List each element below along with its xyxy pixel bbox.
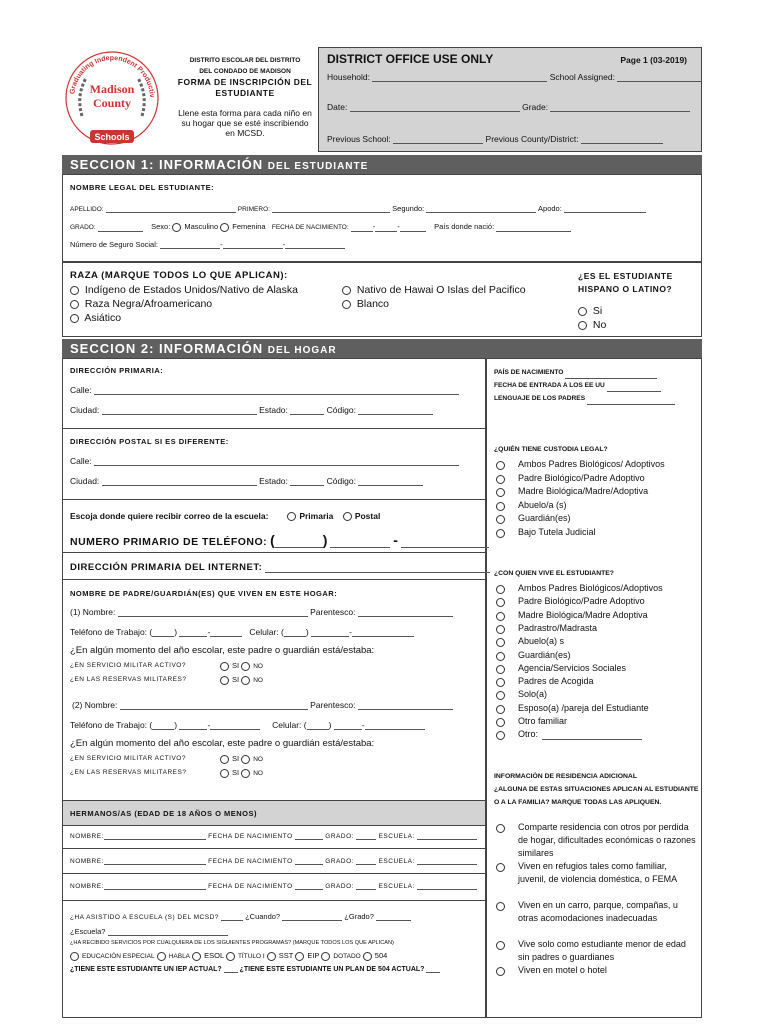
logo-banner: Schools bbox=[94, 132, 130, 142]
masculino-label: Masculino bbox=[184, 222, 219, 231]
raza-option-3: Asiático bbox=[84, 312, 122, 324]
residencia-option-1-radio[interactable] bbox=[496, 824, 505, 833]
primero-label: PRIMERO: bbox=[237, 206, 270, 213]
padre1-reservas-label: ¿EN LAS RESERVAS MILITARES? bbox=[70, 676, 187, 683]
custodia-option-4-radio[interactable] bbox=[496, 502, 505, 511]
padre1-activo-no[interactable] bbox=[241, 662, 250, 671]
residencia-option-4-label: Vive solo como estudiante menor de edad sin padres o guardianes bbox=[518, 939, 686, 962]
hermano2-grado-label: GRADO: bbox=[325, 858, 354, 865]
padre2-reservas-no-label: NO bbox=[253, 770, 263, 777]
ssn-part3-field[interactable] bbox=[285, 248, 345, 249]
postal-label: Postal bbox=[354, 511, 381, 521]
padre1-trabajo-prefix[interactable] bbox=[179, 636, 207, 637]
postal-calle-label: Calle: bbox=[70, 456, 92, 466]
custodia-option-4[interactable] bbox=[496, 499, 696, 511]
apodo-field[interactable] bbox=[564, 212, 646, 213]
iep-question: ¿TIENE ESTE ESTUDIANTE UN IEP ACTUAL? bbox=[70, 966, 222, 973]
vive-otro-field[interactable] bbox=[542, 739, 642, 740]
vive-option-1-radio[interactable] bbox=[496, 585, 505, 594]
custodia-option-5-label: Guardián(es) bbox=[518, 513, 571, 524]
hermano2-fecha-field[interactable] bbox=[295, 864, 323, 865]
padre2-activo-no-label: NO bbox=[253, 756, 263, 763]
raza-option-5: Blanco bbox=[356, 298, 390, 310]
padre1-celular-prefix[interactable] bbox=[311, 636, 349, 637]
correo-label: Escoja donde quiere recibir correo de la escuela: bbox=[70, 511, 269, 521]
custodia-option-3-label: Madre Biológica/Madre/Adoptiva bbox=[518, 486, 649, 497]
lenguaje-field[interactable] bbox=[587, 404, 675, 405]
residencia-option-2[interactable] bbox=[496, 860, 696, 886]
prog-esol-radio[interactable] bbox=[192, 952, 201, 961]
calle-field[interactable] bbox=[94, 394, 459, 395]
vive-option-8[interactable] bbox=[496, 675, 696, 687]
padre2-reservas-label: ¿EN LAS RESERVAS MILITARES? bbox=[70, 769, 187, 776]
raza-option-2-radio[interactable] bbox=[70, 300, 79, 309]
hermano2-fecha-label: FECHA DE NACIMIENTO bbox=[208, 858, 293, 865]
custodia-option-3[interactable] bbox=[496, 485, 696, 497]
vive-option-6[interactable] bbox=[496, 649, 696, 661]
hermano2-escuela-label: ESCUELA: bbox=[378, 858, 415, 865]
hermanos-label: HERMANOS/AS (EDAD DE 18 AÑOS O MENOS) bbox=[70, 809, 257, 818]
hispano-si-label: Si bbox=[592, 305, 603, 317]
padre1-nombre-label: (1) Nombre: bbox=[70, 607, 116, 617]
primero-field[interactable] bbox=[272, 212, 390, 213]
padre2-celular-number[interactable] bbox=[365, 729, 425, 730]
custodia-option-2-label: Padre Biológico/Padre Adoptivo bbox=[518, 472, 645, 483]
ssn-part1-field[interactable] bbox=[160, 248, 220, 249]
padre1-trabajo-number[interactable] bbox=[210, 636, 242, 637]
residencia-option-1[interactable] bbox=[496, 821, 696, 860]
custodia-option-6[interactable] bbox=[496, 526, 696, 538]
residencia-question: ¿ALGUNA DE ESTAS SITUACIONES APLICAN AL ESTUDIANTE O A LA FAMILIA? MARQUE TODAS LAS APLIQUEN. bbox=[494, 786, 699, 806]
padre2-reservas-si[interactable] bbox=[220, 769, 229, 778]
prog-educacion-label: EDUCACIÓN ESPECIAL bbox=[82, 953, 155, 960]
household-label: Household: bbox=[327, 72, 371, 82]
hermano1-grado-label: GRADO: bbox=[325, 833, 354, 840]
prog-titulo-label: TÍTULO I bbox=[237, 953, 265, 960]
section-1-title-small: DEL ESTUDIANTE bbox=[267, 161, 369, 172]
raza-title: RAZA (MARQUE TODOS LO QUE APLICAN): bbox=[70, 270, 288, 281]
padre2-parentesco-label: Parentesco: bbox=[310, 700, 356, 710]
prog-titulo-radio[interactable] bbox=[226, 952, 235, 961]
primaria-label: Primaria bbox=[299, 511, 334, 521]
plan504-field[interactable] bbox=[426, 972, 440, 973]
vive-option-9-radio[interactable] bbox=[496, 691, 505, 700]
telefono-prefix-field[interactable] bbox=[330, 547, 390, 548]
ssn-label: Número de Seguro Social: bbox=[70, 240, 158, 249]
hispano-si-radio[interactable] bbox=[578, 307, 587, 316]
postal-estado-field[interactable] bbox=[290, 485, 324, 486]
date-label: Date: bbox=[327, 102, 348, 112]
hispano-no-label: No bbox=[592, 319, 607, 331]
padre1-activo-si-label: SI bbox=[232, 661, 240, 670]
vive-option-2-radio[interactable] bbox=[496, 598, 505, 607]
prog-educacion-radio[interactable] bbox=[70, 952, 79, 961]
hermano1-fecha-field[interactable] bbox=[295, 839, 323, 840]
custodia-option-5[interactable] bbox=[496, 512, 696, 524]
custodia-option-5-radio[interactable] bbox=[496, 515, 505, 524]
logo-arc-text: Graduating Independent Productiv bbox=[69, 54, 156, 98]
vive-option-4-label: Padrastro/Madrasta bbox=[518, 622, 598, 633]
iep-field[interactable] bbox=[224, 972, 238, 973]
segundo-field[interactable] bbox=[426, 212, 536, 213]
padre2-trabajo-prefix[interactable] bbox=[179, 729, 207, 730]
previous-county-label: Previous County/District: bbox=[485, 134, 579, 144]
household-field[interactable] bbox=[372, 81, 547, 82]
servicios-label: ¿HA RECIBIDO SERVICIOS POR CUALQUIERA DE LOS SIGUIENTES PROGRAMAS? (MARQUE TODOS LOS QUE APLICAN) bbox=[70, 940, 394, 946]
prog-habla-radio[interactable] bbox=[157, 952, 166, 961]
postal-calle-field[interactable] bbox=[94, 465, 459, 466]
custodia-option-6-label: Bajo Tutela Judicial bbox=[518, 527, 596, 537]
sexo-label: Sexo: bbox=[151, 222, 171, 231]
custodia-question: ¿QUIÉN TIENE CUSTODIA LEGAL? bbox=[494, 446, 608, 453]
dob-month-field[interactable] bbox=[351, 231, 373, 232]
hispano-question-2: HISPANO O LATINO? bbox=[578, 284, 673, 294]
hispano-no-radio[interactable] bbox=[578, 321, 587, 330]
vive-option-6-label: Guardián(es) bbox=[518, 649, 571, 660]
previous-school-field[interactable] bbox=[393, 143, 483, 144]
padre1-reservas-si-label: SI bbox=[232, 675, 240, 684]
pais-nacio-field[interactable] bbox=[496, 231, 571, 232]
cuando-field[interactable] bbox=[282, 920, 342, 921]
legal-name-label: NOMBRE LEGAL DEL ESTUDIANTE: bbox=[70, 183, 215, 192]
apellido-label: APELLIDO: bbox=[70, 206, 104, 213]
raza-option-1: Indígeno de Estados Unidos/Nativo de Alaska bbox=[84, 284, 298, 296]
school-assigned-label: School Assigned: bbox=[549, 72, 615, 82]
ciudad-label: Ciudad: bbox=[70, 405, 100, 415]
vive-option-5[interactable] bbox=[496, 635, 696, 647]
femenina-radio[interactable] bbox=[220, 223, 229, 232]
padre1-militar-question: ¿En algún momento del año escolar, este padre o guardián está/estaba: bbox=[70, 645, 375, 656]
vive-option-11-radio[interactable] bbox=[496, 718, 505, 727]
padre2-trabajo-area[interactable] bbox=[152, 729, 174, 730]
apodo-label: Apodo: bbox=[538, 204, 562, 213]
padre2-activo-no[interactable] bbox=[241, 755, 250, 764]
codigo-label: Código: bbox=[326, 405, 356, 415]
district-line-1: DISTRITO ESCOLAR DEL DISTRITO bbox=[189, 57, 301, 64]
school-assigned-field[interactable] bbox=[617, 81, 702, 82]
residencia-option-5-label: Viven en motel o hotel bbox=[518, 965, 607, 975]
programas-row bbox=[70, 951, 387, 961]
postal-radio[interactable] bbox=[343, 512, 352, 521]
residencia-option-2-radio[interactable] bbox=[496, 863, 505, 872]
ssn-part2-field[interactable] bbox=[223, 248, 283, 249]
padre2-activo-si[interactable] bbox=[220, 755, 229, 764]
section-2-header bbox=[62, 339, 702, 358]
pais-nacio-label: País donde nació: bbox=[434, 222, 495, 231]
hermano3-grado-field[interactable] bbox=[356, 889, 376, 890]
grade-field[interactable] bbox=[550, 111, 690, 112]
padre1-activo-no-label: NO bbox=[253, 663, 263, 670]
hispano-question-1: ¿ES EL ESTUDIANTE bbox=[578, 271, 673, 281]
grado-label: GRADO: bbox=[70, 224, 96, 231]
masculino-radio[interactable] bbox=[172, 223, 181, 232]
residencia-option-2-label: Viven en refugios tales como familiar, juvenil, de violencia doméstica, o FEMA bbox=[518, 861, 678, 884]
residencia-option-1-label: Comparte residencia con otros por perdida de hogar, dificultades económicas o razones similares bbox=[518, 822, 696, 858]
prog-sst-label: SST bbox=[278, 951, 294, 960]
plan504-question: ¿TIENE ESTE ESTUDIANTE UN PLAN DE 504 ACTUAL? bbox=[239, 966, 425, 973]
vive-option-5-radio[interactable] bbox=[496, 638, 505, 647]
apellido-field[interactable] bbox=[106, 212, 236, 213]
form-title-1: FORMA DE INSCRIPCIÓN DEL bbox=[177, 77, 313, 87]
postal-codigo-field[interactable] bbox=[358, 485, 423, 486]
padre2-activo-si-label: SI bbox=[232, 754, 240, 763]
prog-sst-radio[interactable] bbox=[267, 952, 276, 961]
postal-ciudad-label: Ciudad: bbox=[70, 476, 100, 486]
padre1-activo-label: ¿EN SERVICIO MILITAR ACTIVO? bbox=[70, 662, 186, 669]
grado-q-label: ¿Grado? bbox=[344, 912, 374, 921]
hermano3-escuela-label: ESCUELA: bbox=[378, 883, 415, 890]
hermano-row-2 bbox=[70, 858, 477, 865]
dob-year-field[interactable] bbox=[400, 231, 426, 232]
ciudad-field[interactable] bbox=[102, 414, 257, 415]
hermano1-grado-field[interactable] bbox=[356, 839, 376, 840]
padre1-nombre-field[interactable] bbox=[118, 616, 308, 617]
padre2-celular-area[interactable] bbox=[307, 729, 329, 730]
postal-estado-label: Estado: bbox=[259, 476, 288, 486]
postal-ciudad-field[interactable] bbox=[102, 485, 257, 486]
raza-option-5-radio[interactable] bbox=[342, 300, 351, 309]
direccion-primaria-label: DIRECCIÓN PRIMARIA: bbox=[70, 366, 164, 375]
residencia-option-5-radio[interactable] bbox=[496, 967, 505, 976]
asistido-field[interactable] bbox=[221, 920, 243, 921]
residencia-option-3-label: Viven en un carro, parque, compañas, u otras acomodaciones inadecuadas bbox=[518, 900, 678, 923]
hermano2-grado-field[interactable] bbox=[356, 864, 376, 865]
hermano3-escuela-field[interactable] bbox=[417, 889, 477, 890]
vive-option-9[interactable] bbox=[496, 688, 696, 700]
padre2-reservas-si-label: SI bbox=[232, 768, 240, 777]
vive-option-12-radio[interactable] bbox=[496, 731, 505, 740]
district-line-2: DEL CONDADO DE MADISON bbox=[199, 68, 291, 75]
hermano1-escuela-field[interactable] bbox=[417, 839, 477, 840]
hermano3-fecha-label: FECHA DE NACIMIENTO bbox=[208, 883, 293, 890]
form-instructions: Llene esta forma para cada niño en su hogar que se esté inscribiendo en MCSD. bbox=[178, 108, 312, 138]
vive-option-11[interactable] bbox=[496, 715, 696, 727]
vive-option-7[interactable] bbox=[496, 662, 696, 674]
vive-option-7-label: Agencia/Servicios Sociales bbox=[518, 662, 627, 673]
telefono-label: NUMERO PRIMARIO DE TELÉFONO: bbox=[70, 536, 268, 548]
hermano-row-1 bbox=[70, 833, 477, 840]
calle-label: Calle: bbox=[70, 385, 92, 395]
hermano2-escuela-field[interactable] bbox=[417, 864, 477, 865]
residencia-title: INFORMACIÓN DE RESIDENCIA ADICIONAL bbox=[494, 773, 637, 780]
raza-option-4-radio[interactable] bbox=[342, 286, 351, 295]
residencia-option-3[interactable] bbox=[496, 899, 696, 925]
padre2-nombre-field[interactable] bbox=[120, 709, 308, 710]
vive-option-5-label: Abuelo(a) s bbox=[518, 636, 565, 647]
office-title: DISTRICT OFFICE USE ONLY bbox=[327, 52, 494, 66]
lenguaje-label: LENGUAJE DE LOS PADRES bbox=[494, 395, 586, 402]
vive-option-2-label: Padre Biológico/Padre Adoptivo bbox=[518, 596, 645, 607]
escuela-q-label: ¿Escuela? bbox=[70, 927, 106, 936]
hermano1-nombre-label: NOMBRE: bbox=[70, 833, 104, 840]
internet-field[interactable] bbox=[265, 572, 490, 573]
office-use-box bbox=[318, 47, 702, 152]
padre1-parentesco-label: Parentesco: bbox=[310, 607, 356, 617]
postal-codigo-label: Código: bbox=[326, 476, 356, 486]
asistido-label: ¿HA ASISTIDO A ESCUELA (S) DEL MCSD? bbox=[70, 914, 219, 921]
prog-504-label: 504 bbox=[374, 951, 388, 960]
custodia-option-6-radio[interactable] bbox=[496, 529, 505, 538]
fecha-nac-label: FECHA DE NACIMIENTO: bbox=[271, 224, 349, 231]
padre2-activo-label: ¿EN SERVICIO MILITAR ACTIVO? bbox=[70, 755, 186, 762]
custodia-option-3-radio[interactable] bbox=[496, 488, 505, 497]
padre2-celular-label: Celular: bbox=[272, 720, 302, 730]
hermano3-grado-label: GRADO: bbox=[325, 883, 354, 890]
custodia-option-1[interactable] bbox=[496, 458, 696, 470]
logo-name-2: County bbox=[92, 96, 132, 110]
pais-nac-label: PAÍS DE NACIMIENTO bbox=[494, 369, 564, 376]
section-2-title-small: DEL HOGAR bbox=[267, 345, 337, 356]
vive-option-7-radio[interactable] bbox=[496, 665, 505, 674]
estado-field[interactable] bbox=[290, 414, 324, 415]
residencia-option-4-radio[interactable] bbox=[496, 941, 505, 950]
padre1-celular-label: Celular: bbox=[249, 627, 279, 637]
codigo-field[interactable] bbox=[358, 414, 433, 415]
padre1-reservas-no-label: NO bbox=[253, 677, 263, 684]
padre1-reservas-no[interactable] bbox=[241, 676, 250, 685]
vive-option-3-radio[interactable] bbox=[496, 612, 505, 621]
section-1-header bbox=[62, 155, 702, 174]
residencia-option-3-radio[interactable] bbox=[496, 902, 505, 911]
prog-504-radio[interactable] bbox=[363, 952, 372, 961]
vive-option-3-label: Madre Biológica/Madre Adoptiva bbox=[518, 609, 648, 620]
padre2-trabajo-label: Teléfono de Trabajo: bbox=[70, 720, 148, 730]
dob-day-field[interactable] bbox=[375, 231, 397, 232]
prog-habla-label: HABLA bbox=[168, 953, 191, 960]
vive-question: ¿CON QUIEN VIVE EL ESTUDIANTE? bbox=[494, 570, 614, 577]
padre2-militar-question: ¿En algún momento del año escolar, este padre o guardián está/estaba: bbox=[70, 738, 375, 749]
logo-name-1: Madison bbox=[89, 82, 135, 96]
padre1-activo-si[interactable] bbox=[220, 662, 229, 671]
form-title-2: ESTUDIANTE bbox=[215, 88, 275, 98]
padres-label: NOMBRE DE PADRE/GUARDIÁN(ES) QUE VIVEN EN ESTE HOGAR: bbox=[70, 589, 338, 598]
padre1-reservas-si[interactable] bbox=[220, 676, 229, 685]
vive-option-10[interactable] bbox=[496, 702, 696, 714]
vive-option-12-label: Otro: bbox=[518, 729, 539, 740]
vive-option-2[interactable] bbox=[496, 595, 696, 607]
padre1-celular-area[interactable] bbox=[284, 636, 306, 637]
hermano1-fecha-label: FECHA DE NACIMIENTO bbox=[208, 833, 293, 840]
vive-option-12[interactable] bbox=[496, 728, 696, 740]
padre1-celular-number[interactable] bbox=[352, 636, 414, 637]
hermano3-fecha-field[interactable] bbox=[295, 889, 323, 890]
telefono-area-field[interactable] bbox=[275, 547, 323, 548]
hermano3-nombre-field[interactable] bbox=[104, 889, 206, 890]
cuando-label: ¿Cuando? bbox=[245, 912, 281, 921]
vive-option-10-radio[interactable] bbox=[496, 705, 505, 714]
vive-option-3[interactable] bbox=[496, 609, 696, 621]
fecha-entrada-label: FECHA DE ENTRADA A LOS EE UU bbox=[494, 382, 605, 389]
primaria-radio[interactable] bbox=[287, 512, 296, 521]
raza-option-4: Nativo de Hawai O Islas del Pacifico bbox=[356, 284, 526, 296]
internet-label: DIRECCIÓN PRIMARIA DEL INTERNET: bbox=[70, 562, 263, 573]
custodia-option-1-radio[interactable] bbox=[496, 461, 505, 470]
grado-q-field[interactable] bbox=[376, 920, 411, 921]
vive-option-4[interactable] bbox=[496, 622, 696, 634]
vive-option-4-radio[interactable] bbox=[496, 625, 505, 634]
hermano-row-3 bbox=[70, 883, 477, 890]
padre1-parentesco-field[interactable] bbox=[358, 616, 453, 617]
previous-county-field[interactable] bbox=[581, 143, 663, 144]
padre2-nombre-label: (2) Nombre: bbox=[72, 700, 118, 710]
residencia-option-5[interactable] bbox=[496, 964, 696, 977]
vive-option-10-label: Esposo(a) /pareja del Estudiante bbox=[518, 702, 649, 713]
padre2-trabajo-number[interactable] bbox=[210, 729, 260, 730]
raza-option-2: Raza Negra/Afroamericano bbox=[84, 298, 213, 310]
page-label: Page 1 (03-2019) bbox=[620, 55, 687, 65]
femenina-label: Femenina bbox=[232, 222, 266, 231]
escuela-q-field[interactable] bbox=[108, 935, 228, 936]
padre2-reservas-no[interactable] bbox=[241, 769, 250, 778]
custodia-option-2-radio[interactable] bbox=[496, 475, 505, 484]
padre1-trabajo-label: Teléfono de Trabajo: bbox=[70, 627, 148, 637]
hermano3-nombre-label: NOMBRE: bbox=[70, 883, 104, 890]
telefono-number-field[interactable] bbox=[401, 547, 489, 548]
vive-option-8-radio[interactable] bbox=[496, 678, 505, 687]
estado-label: Estado: bbox=[259, 405, 288, 415]
prog-dotado-radio[interactable] bbox=[321, 952, 330, 961]
hermano1-escuela-label: ESCUELA: bbox=[378, 833, 415, 840]
vive-option-6-radio[interactable] bbox=[496, 652, 505, 661]
vive-option-11-label: Otro familiar bbox=[518, 716, 568, 726]
date-field[interactable] bbox=[350, 111, 520, 112]
padre2-parentesco-field[interactable] bbox=[358, 709, 453, 710]
raza-option-1-radio[interactable] bbox=[70, 286, 79, 295]
grade-label: Grade: bbox=[522, 102, 549, 112]
section-2-title: SECCION 2: INFORMACIÓN bbox=[70, 341, 264, 356]
padre2-celular-prefix[interactable] bbox=[334, 729, 362, 730]
prog-eip-radio[interactable] bbox=[295, 952, 304, 961]
hermano2-nombre-field[interactable] bbox=[104, 864, 206, 865]
hermano2-nombre-label: NOMBRE: bbox=[70, 858, 104, 865]
hermano1-nombre-field[interactable] bbox=[104, 839, 206, 840]
grado-field[interactable] bbox=[98, 231, 143, 232]
section-1-title: SECCION 1: INFORMACIÓN bbox=[70, 157, 264, 172]
prog-eip-label: EIP bbox=[307, 951, 320, 960]
prog-esol-label: ESOL bbox=[204, 951, 224, 960]
vive-option-8-label: Padres de Acogida bbox=[518, 676, 594, 687]
segundo-label: Segundo: bbox=[392, 204, 425, 213]
custodia-option-4-label: Abuelo/a (s) bbox=[518, 499, 567, 510]
vive-option-9-label: Solo(a) bbox=[518, 689, 548, 700]
district-logo bbox=[62, 46, 162, 156]
residencia-option-4[interactable] bbox=[496, 938, 696, 964]
padre1-trabajo-area[interactable] bbox=[152, 636, 174, 637]
custodia-option-2[interactable] bbox=[496, 472, 696, 484]
raza-option-3-radio[interactable] bbox=[70, 314, 79, 323]
vive-option-1-label: Ambos Padres Biológicos/Adoptivos bbox=[518, 583, 663, 593]
custodia-option-1-label: Ambos Padres Biológicos/ Adoptivos bbox=[518, 459, 665, 469]
previous-school-label: Previous School: bbox=[327, 134, 391, 144]
prog-dotado-label: DOTADO bbox=[333, 953, 361, 960]
vive-option-1[interactable] bbox=[496, 582, 696, 594]
direccion-postal-label: DIRECCIÓN POSTAL SI ES DIFERENTE: bbox=[70, 437, 229, 446]
